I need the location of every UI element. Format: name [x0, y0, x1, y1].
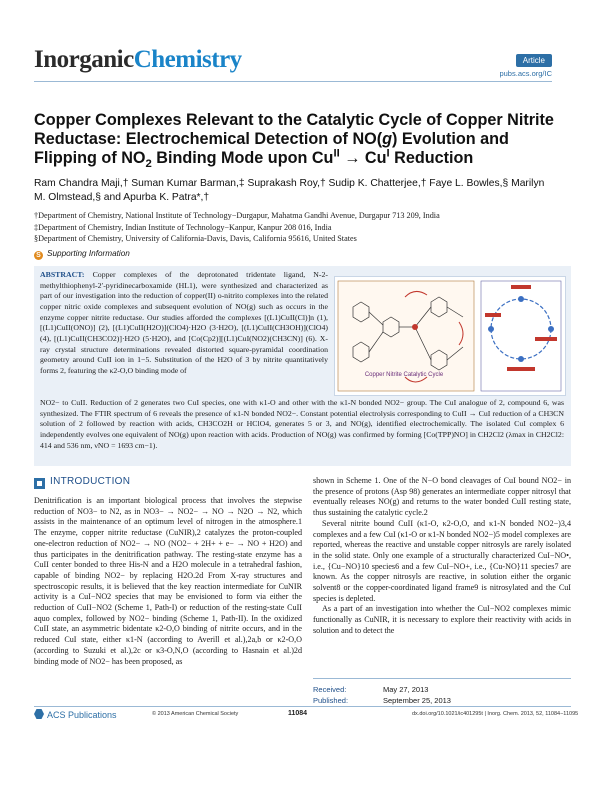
toc-figure-caption: Copper Nitrite Catalytic Cycle [364, 372, 444, 378]
cu-center-marker [412, 324, 418, 330]
paragraph: As a part of an investigation into whether the CuI−NO2 complexes mimic functionally as CuNIR, it is necessary to explore their reactivity with acids in solution and to detect the [313, 604, 571, 635]
affiliation-3: §Department of Chemistry, University of California-Davis, Davis, California 95616, United States [34, 234, 357, 243]
section-heading-introduction: INTRODUCTION [50, 476, 131, 487]
dates-divider [313, 678, 571, 679]
published-label: Published: [313, 696, 349, 705]
affiliations [34, 210, 574, 245]
supporting-info-icon: S [34, 251, 43, 260]
affiliation-2: ‡Department of Chemistry, Indian Institute of Technology−Kanpur, Kanpur 208 016, India [34, 222, 332, 232]
abstract-label: ABSTRACT: [40, 270, 85, 279]
paragraph: Denitrification is an important biological process that involves the stepwise reduction of NO3− to N2, as in NO3− → NO2− → NO → N2O → N2, which assists in the maintenance of an optimum level of nitrogen in the atmosphere.1 The enzyme, copper nitrite reductase (CuNIR),2 catalyzes the proton-coupled one-electron reduction of NO2− → NO (NO2− + 2H+ + e− → NO + H2O) and thus participates in the denitrification pathway. The resting-state enzyme has a CuII center bonded to three His-N and a H2O molecule in a tetrahedral fashion, capable of binding NO2− by replacing H2O.2d From X-ray structures and spectroscopic results, it is believed that the key reaction intermediate for CuNIR activity is a CuI−NO2 species that may be envisioned to form via either the reduction of CuII−NO2 (Scheme 1, Path-I) or reduction of the resting-state CuII aquo complex, followed by NO2− binding (Scheme 1, Path-II). In the oxidized CuII state, an asymmetric bidentate κ2-O,O binding of nitrite occurs, and in the reduced CuI state, either κ1-N (according to Averill et al.),2a,b or κ2-O,O (according to Suzuki et al.),2c or κ3-O,N,O (according to Hasnain et al.)2d binding mode of NO2− has been proposed, as [34, 496, 302, 666]
toc-graphic [334, 276, 566, 396]
abstract-body-bottom: NO2− to CuII. Reduction of 2 generates two CuI species, one with κ1-O and other with the κ1-N bonded NO2− group. The CuI analogue of 2, compound 6, was synthesized. The FTIR spectrum of 6 reveals the presence of κ1-N bonded NO2−. Constant potential electrolysis corresponding to CuII → CuI reduction of a CH3CN solution of 2 followed by reaction with acids, CH3CO2H or HClO4, generates 5 or 3, and NO(g), identified electrochemically. The isolated CuI complex 6 independently evolves one equivalent of NO(g) upon reaction with acids. Production of NO(g) was confirmed by forming [Co(TPP)NO] in CH2Cl2 (λmax in CH2Cl2: 414 and 536 nm, νNO = 1693 cm−1). [40, 398, 564, 450]
left-column [34, 496, 302, 667]
paragraph: Several nitrite bound CuII (κ1-O, κ2-O,O, and κ1-N bonded NO2−)3,4 complexes and a few CuI (κ1-O or κ1-N bonded NO2−)5 model complexes are reported, whereas the reactive and unstable copper nitrosyls are rarely isolated in the solid state. Only one example of a structurally characterized CuI−NO•, i.e., {Cu−NO}10 species6 and a few CuI−NO+, i.e., {Cu-NO}11 species7 are known. As the copper nitrosyls are reactive, in solution either the organic solvent8 or the copper-coordinated ligand frame9 is nitrosylated and the CuI species is depleted. [313, 518, 571, 603]
footer-divider [34, 706, 571, 707]
affiliation-1: †Department of Chemistry, National Institute of Technology−Durgapur, Mahatma Gandhi Avenue, Durgapur 713 209, India [34, 211, 440, 220]
journal-masthead [34, 46, 242, 78]
right-column [313, 476, 571, 637]
received-date: May 27, 2013 [383, 685, 429, 694]
published-date: September 25, 2013 [383, 696, 451, 705]
received-label: Received: [313, 685, 347, 694]
section-bullet-icon [34, 478, 45, 489]
header-divider [34, 81, 552, 82]
page-number: 11084 [288, 710, 308, 717]
abstract-body-top: Copper complexes of the deprotonated tridentate ligand, N-2-methylthiophenyl-2′-pyridinecarboxamide (HL1), were synthesized and characterized as part of our investigation into the reduction of copper(II) o-nitrito complexes into the related copper nitric oxide complexes and subsequent evolution of NO(g) such as occurs in the enzyme copper nitrite reductase. Our studies afforded the complexes [(L1)CuII(Cl)]n (1), [(L1)CuII(ONO)] (2), [(L1)CuII(H2O)](ClO4)·H2O (3·H2O), [(L1)CuII(CH3OH)](ClO4) (4), [(L1)CuII(CH3CO2)]·H2O (5·H2O), and [Co(Cp2)][(L1)CuI(NO2)(CH3CN)] (6). X-ray crystal structure determinations revealed distorted square-pyramidal coordination geometry around CuII ion in 1−5. Substitution of the H2O of 3 by nitrite quantitatively forms 2, featuring the κ2-O,O binding mode of [40, 270, 329, 375]
acs-publications-logo[interactable] [34, 709, 117, 720]
journal-url-link[interactable]: pubs.acs.org/IC [499, 69, 552, 78]
article-type-badge: Article [516, 54, 552, 67]
publisher-name: ACS Publications [47, 710, 117, 720]
acs-hexagon-icon [34, 709, 44, 719]
supporting-info-label: Supporting Information [47, 249, 130, 258]
doi-citation-link[interactable]: dx.doi.org/10.1021/ic401295t | Inorg. Chem. 2013, 52, 11084−11095 [412, 711, 579, 717]
abstract-text-top [40, 270, 328, 377]
author-list: Ram Chandra Maji,† Suman Kumar Barman,‡ Suprakash Roy,† Sudip K. Chatterjee,† Faye L. Bowles,§ Marilyn M. Olmstead,§ and Apurba K. Patra*,† [34, 178, 545, 203]
copyright-notice: © 2013 American Chemical Society [152, 711, 239, 717]
paragraph: shown in Scheme 1. One of the N−O bond cleavages of CuI bound NO2− in the presence of protons (Asp 98) generates an intermediate copper nitrosyl that eventually releases NO(g) and returns to the water bonded CuII resting state, thus sustaining the catalytic cycle.2 [313, 476, 571, 518]
journal-name-part1: Inorganic [34, 46, 134, 73]
publication-dates [313, 684, 451, 706]
supporting-info-link[interactable] [34, 249, 130, 260]
paper-title: Copper Complexes Relevant to the Catalytic Cycle of Copper Nitrite Reductase: Electrochemical Detection of NO(g) Evolution and Flipping of $NO_2$ Binding Mode upon $Cu^{II} \to Cu^I$ Reduction [34, 111, 554, 171]
journal-name-part2: Chemistry [133, 46, 242, 73]
